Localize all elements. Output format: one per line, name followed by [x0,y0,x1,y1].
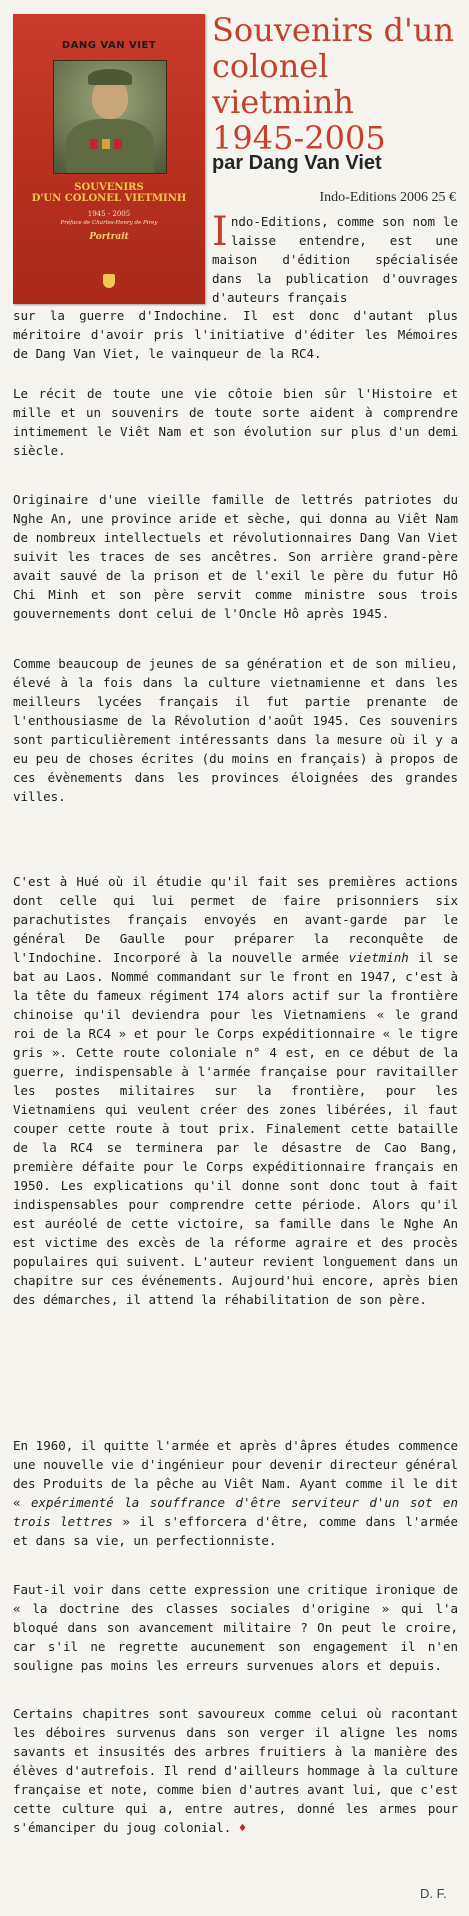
paragraph-6-emphasis: expérimenté la souffrance d'être serviteur d'un sot en trois lettres [13,1495,458,1529]
portrait-cap [88,69,132,85]
paragraph-3: Originaire d'une vieille famille de lettrés patriotes du Nghe An, une province aride et sèche, qui donna au Viêt Nam de nombreux intellectuels et révolutionnaires Dang Van Viet suivit les traces de ses ancêtres. Son arrière grand-père avait sauvé de la prison et de l'exil le père du futur Hô Chi Minh et son père servit comme ministre sous trois gouvernements dont celui de l'Oncle Hô après 1945. [13,492,458,621]
title-line2: colonel vietminh [212,47,354,121]
cover-years: 1945 - 2005 [87,210,131,218]
paragraph-2: Le récit de toute une vie côtoie bien sûr l'Histoire et mille et un souvenirs de toute sorte aident à comprendre intimement le Viêt Nam et son évolution sur plus d'un demi siècle. [13,386,458,458]
cover-title-line1: SOUVENIRS [74,182,144,193]
paragraph-5-emphasis: vietminh [348,950,409,965]
publisher-logo-icon [103,274,115,288]
cover-title-line2: D'UN COLONEL VIETMINH [31,193,187,204]
cover-author: DANG VAN VIET [61,40,157,51]
paragraph-6-text-a: En 1960, il quitte l'armée et après d'âpres études commence une nouvelle vie d'ingénieur pour devenir directeur général des Produits de la pêche au Viêt Nam. Ayant comme il le dit « [13,1438,458,1510]
medal-icon [102,139,110,149]
paragraph-6-text-b: » il s'efforcera d'être, comme dans l'armée et dans sa vie, un perfectionniste. [13,1514,458,1548]
paragraph-5 [13,872,458,1309]
paragraph-5-text-b: il se bat au Laos. Nommé commandant sur le front en 1947, c'est à la tête du fameux régiment 174 alors actif sur la frontière chinoise qu'il deviendra pour les Vietnamiens « le grand roi de la RC4 » et pour le Corps expéditionnaire « le tigre gris ». Cette route coloniale n° 4 est, en ce début de la guerre, indispensable à l'armée française pour ravitailler les postes militaires sur la frontière, pour les Vietnamiens qui veulent créer des zones libérées, il faut couper cette route à tout prix. Finalement cette bataille de la RC4 se terminera par le désastre de Cao Bang, première défaite pour le Corps expéditionnaire français en 1950. Les explications qu'il donne sont donc tout à fait indispensables pour comprendre cette période. Alors qu'il est auréolé de cette victoire, sa famille dans le Nghe An est victime des excès de la réforme agraire et des procès populaires qui suivent. L'auteur revient longuement dans un chapitre sur ces événements. Aujourd'hui encore, après bien des démarches, il attend la réhabilitation de son père. [13,950,459,1307]
paragraph-7: Faut-il voir dans cette expression une critique ironique de « la doctrine des classes sociales d'origine » qui l'a bloqué dans son avancement militaire ? On peut le croire, car s'il ne regrette aucunement son engagement il n'en souligne pas moins les erreurs survenues alors et depuis. [13,1582,458,1673]
medal-icon [90,139,98,149]
article-title [212,12,462,156]
byline: par Dang Van Viet [212,152,382,174]
title-line1: Souvenirs d'un [212,11,455,49]
paragraph-4-text: Comme beaucoup de jeunes de sa génération et de son milieu, élevé à la fois dans la culture vietnamienne et dans les meilleurs lycées français il fut partie prenante de l'enthousiasme de la Révolution d'août 1945. Ces souvenirs sont particulièrement intéressants dans la mesure où il y a eu peu de choses écrites (du moins en français) à propos de ces évènements dans les provinces éloignées des grandes villes. [13,656,458,804]
paragraph-6 [13,1436,458,1550]
edition-info: Indo-Editions 2006 25 € [319,190,456,205]
paragraph-4 [13,654,458,806]
book-cover [13,14,205,304]
intro-paragraph [212,209,458,307]
cover-title [13,182,205,204]
paragraph-8-text: Certains chapitres sont savoureux comme celui où racontant les déboires survenus dans son verger il aligne les noms savants et insusités des arbres fruitiers à la manière des élèves d'autrefois. Il rend d'ailleurs hommage à la culture française et note, comme bien d'autres avant lui, que c'est cette culture qui a, entre autres, donné les armes pour s'émanciper du joug colonial. [13,1706,458,1835]
drop-cap: I [212,209,228,255]
intro-lead-text: ndo-Editions, comme son nom le laisse entendre, est une maison d'édition spécialisée dans la publication d'ouvrages d'auteurs français [212,214,458,305]
cover-collection: Portrait [89,232,129,242]
portrait-uniform [66,119,154,174]
title-line3: 1945-2005 [212,119,386,157]
paragraph-5-text-a: C'est à Hué où il étudie qu'il fait ses premières actions dont celle qui lui permet de faire prisonniers six parachutistes français envoyés en avant-garde par le général De Gaulle pour préparer la reconquête de l'Indochine. Incorporé à la nouvelle armée [13,874,458,965]
end-mark-icon: ♦ [238,1820,247,1835]
cover-portrait-image [53,60,167,174]
medal-icon [114,139,122,149]
paragraph-8 [13,1704,458,1837]
author-signature: D. F. [420,1886,447,1901]
paragraph-1-continued: sur la guerre d'Indochine. Il est donc d'autant plus méritoire d'avoir pris l'initiative d'éditer les Mémoires de Dang Van Viet, le vainqueur de la RC4. [13,308,458,361]
cover-preface: Préface de Charles-Henry de Pirey [60,220,158,226]
